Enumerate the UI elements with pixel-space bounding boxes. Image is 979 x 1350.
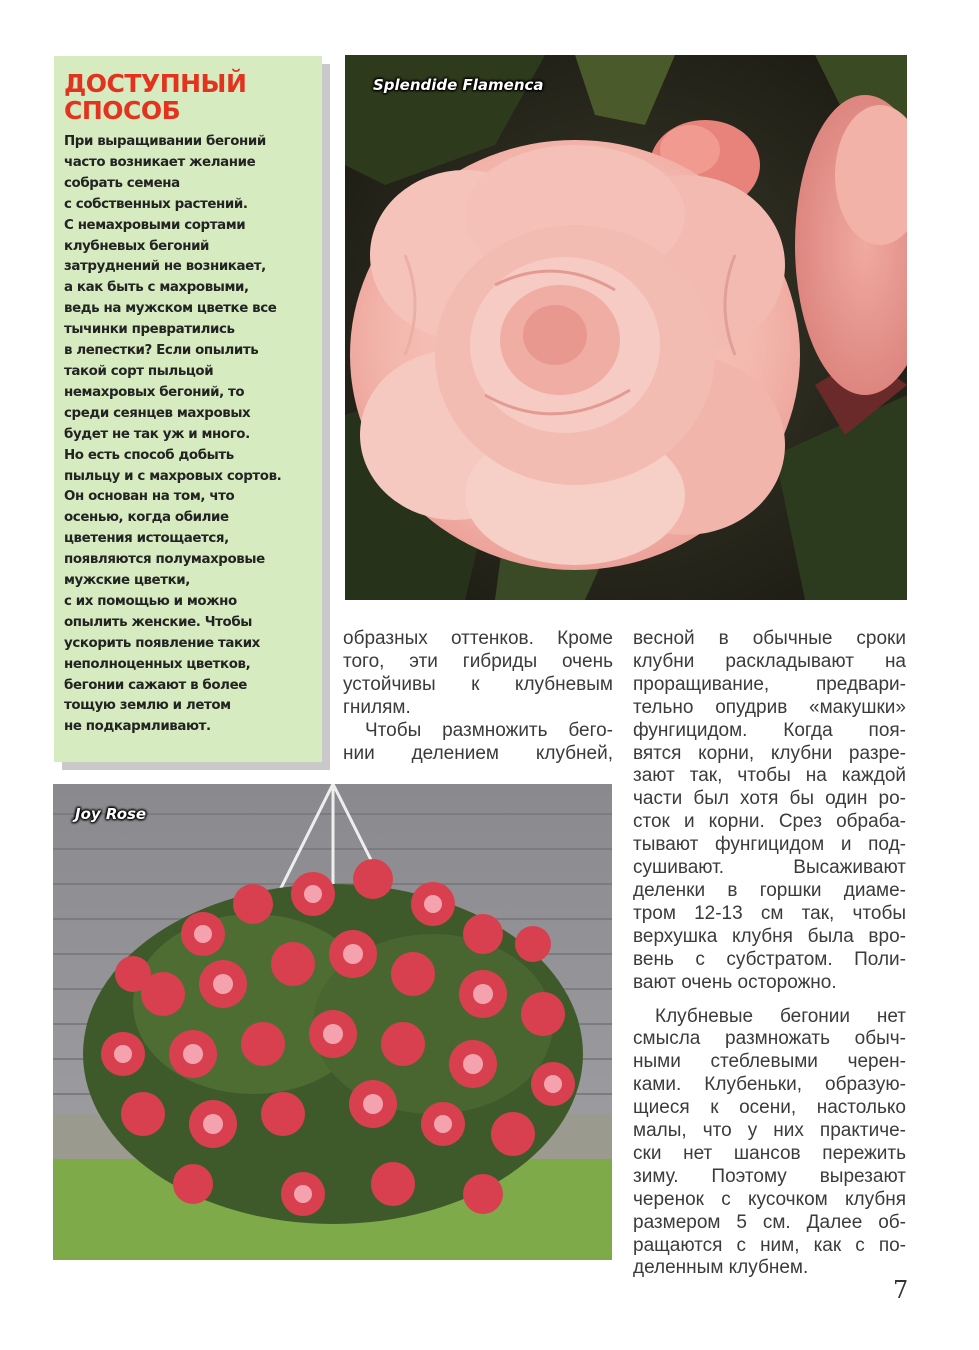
- sidebar-line: такой сорт пыльцой: [64, 363, 214, 379]
- text-line: смысла размножать обыч-: [633, 1028, 906, 1050]
- text-column-middle: [343, 628, 613, 765]
- photo-caption: Splendide Flamenca: [373, 76, 544, 94]
- sidebar-line: тычинки превратились: [64, 322, 235, 338]
- sidebar-line: мужские цветки,: [64, 573, 190, 589]
- text-line: деленки в горшки диаме-: [633, 879, 906, 901]
- text-line: гнилям.: [343, 696, 411, 718]
- sidebar-line: не подкармливают.: [64, 719, 211, 735]
- text-line: вятся корни, клубни разре-: [633, 742, 906, 764]
- text-line: щиеся к осени, настолько: [633, 1097, 906, 1119]
- text-line: Чтобы размножить бего-: [365, 719, 613, 741]
- text-line: проращивание, предвари-: [633, 673, 906, 695]
- photo-splendide-flamenca: [345, 55, 907, 600]
- text-line: ками. Клубеньки, образую-: [633, 1074, 906, 1096]
- sidebar-line: ведь на мужском цветке все: [64, 301, 277, 317]
- sidebar-line: тощую землю и летом: [64, 698, 231, 714]
- text-line: сток и корни. Срез обраба-: [633, 811, 906, 833]
- sidebar-line: бегонии сажают в более: [64, 677, 247, 693]
- text-line: весной в обычные сроки: [633, 628, 906, 649]
- sidebar-line: появляются полумахровые: [64, 552, 265, 568]
- sidebar-box: [54, 56, 322, 762]
- pink-begonia-illustration: [345, 55, 907, 600]
- text-column-right: [633, 628, 906, 1280]
- text-line: ращаются с ним, как с по-: [633, 1234, 906, 1256]
- text-line: клубни раскладывают на: [633, 650, 906, 672]
- text-line: черенок с кусочком клубня: [633, 1188, 906, 1210]
- sidebar-line: с их помощью и можно: [64, 593, 237, 609]
- sidebar-line: осенью, когда обилие: [64, 510, 229, 526]
- sidebar-line: С немахровыми сортами: [64, 217, 246, 233]
- hanging-basket-illustration: [53, 784, 612, 1260]
- text-line: фунгицидом. Когда поя-: [633, 719, 906, 741]
- sidebar-line: часто возникает желание: [64, 154, 256, 170]
- sidebar-line: пыльцу и с махровых сортов.: [64, 468, 282, 484]
- text-line: малы, что у них практиче-: [633, 1120, 906, 1142]
- sidebar-line: будет не так уж и много.: [64, 426, 250, 442]
- text-line: тельно опудрив «макушки»: [633, 696, 906, 718]
- photo-caption: Joy Rose: [75, 805, 147, 823]
- sidebar-title: ДОСТУПНЫЙ СПОСОБ: [64, 69, 247, 125]
- text-line: зают так, чтобы на каждой: [633, 765, 906, 787]
- text-line: сушивают. Высаживают: [633, 857, 906, 879]
- text-line: тывают фунгицидом и под-: [633, 834, 906, 856]
- text-line: ными стеблевыми черен-: [633, 1051, 906, 1073]
- sidebar-line: собрать семена: [64, 175, 180, 191]
- text-line: деленным клубнем.: [633, 1257, 809, 1279]
- page-number: 7: [893, 1276, 909, 1304]
- text-line: устойчивы к клубневым: [343, 673, 613, 695]
- sidebar-text: [64, 132, 312, 738]
- text-line: образных оттенков. Кроме: [343, 628, 613, 649]
- text-line: того, эти гибриды очень: [343, 650, 613, 672]
- text-line: нии делением клубней,: [343, 742, 613, 764]
- sidebar-line: клубневых бегоний: [64, 238, 210, 254]
- photo-joy-rose: [53, 784, 612, 1260]
- sidebar-line: неполноценных цветков,: [64, 656, 251, 672]
- text-line: Клубневые бегонии нет: [655, 1005, 906, 1027]
- sidebar-line: Он основан на том, что: [64, 489, 235, 505]
- sidebar-line: в лепестки? Если опылить: [64, 343, 259, 359]
- sidebar-line: немахровых бегоний, то: [64, 384, 245, 400]
- text-line: верхушка клубня была вро-: [633, 925, 906, 947]
- text-line: размером 5 см. Далее об-: [633, 1211, 906, 1233]
- text-line: тром 12-13 см так, чтобы: [633, 902, 906, 924]
- text-line: ски нет шансов пережить: [633, 1142, 906, 1164]
- sidebar-line: затруднений не возникает,: [64, 259, 266, 275]
- sidebar-line: а как быть с махровыми,: [64, 280, 249, 296]
- sidebar-line: среди сеянцев махровых: [64, 405, 251, 421]
- sidebar-line: При выращивании бегоний: [64, 134, 266, 149]
- text-line: части был хотя бы один ро-: [633, 788, 906, 810]
- sidebar-line: Но есть способ добыть: [64, 447, 234, 463]
- sidebar-line: ускорить появление таких: [64, 635, 260, 651]
- text-line: вают очень осторожно.: [633, 971, 837, 993]
- text-line: вень с субстратом. Поли-: [633, 948, 906, 970]
- text-line: зиму. Поэтому вырезают: [633, 1165, 906, 1187]
- sidebar-line: с собственных растений.: [64, 196, 248, 212]
- sidebar-line: цветения истощается,: [64, 531, 229, 547]
- sidebar-line: опылить женские. Чтобы: [64, 614, 252, 630]
